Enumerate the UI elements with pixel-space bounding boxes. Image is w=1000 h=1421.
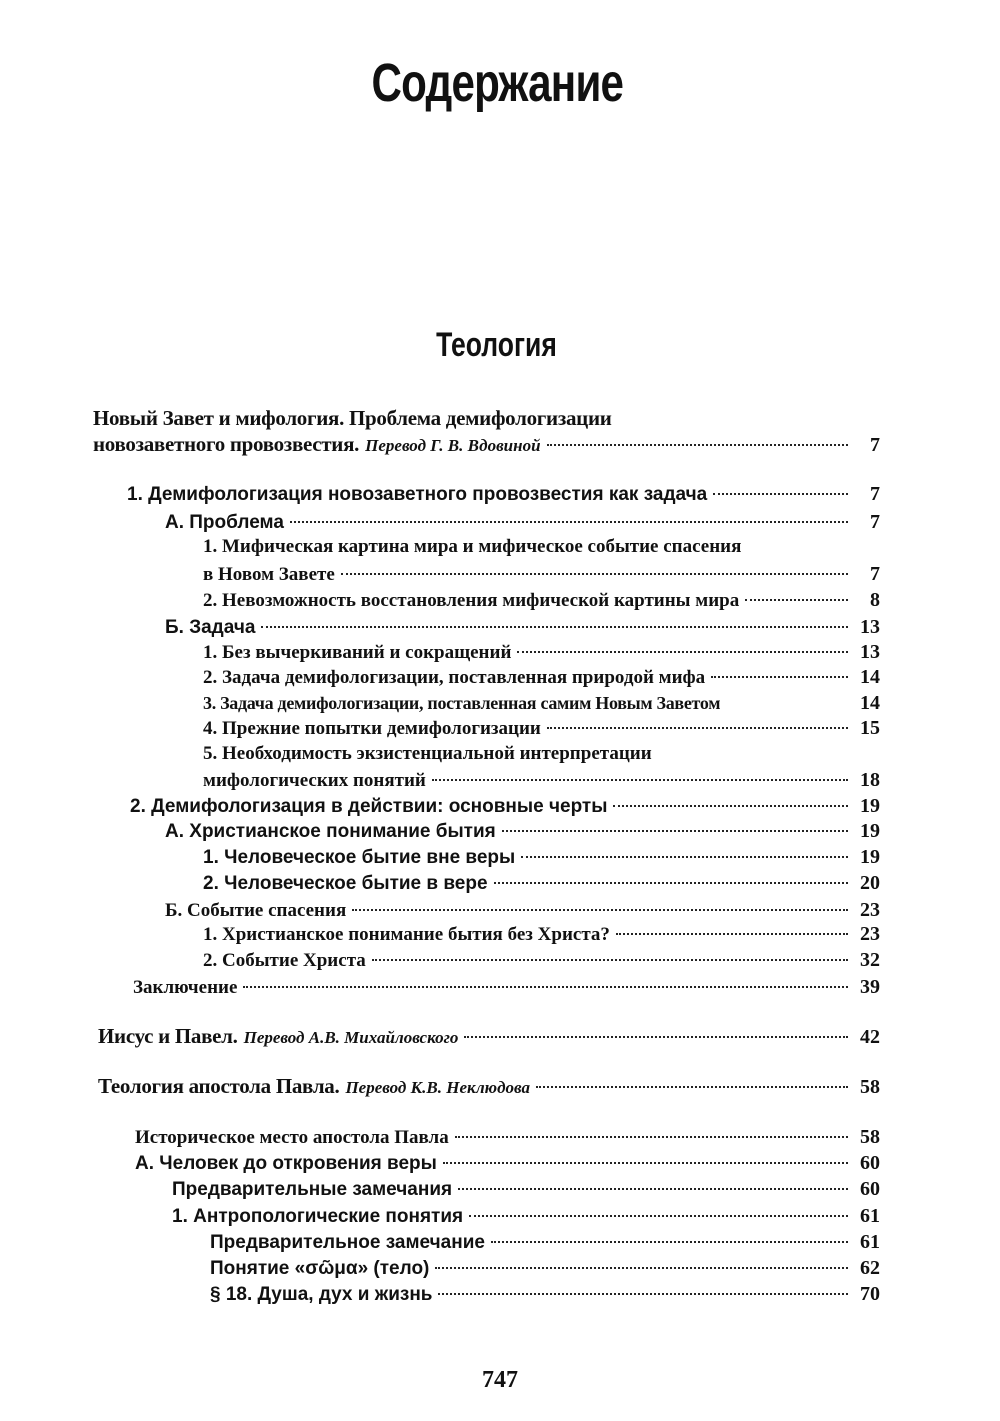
toc-entry-page: 42	[860, 1026, 880, 1048]
toc-entry	[165, 897, 880, 923]
toc-entry-page: 19	[860, 820, 880, 842]
toc-entry-page: 14	[860, 692, 880, 714]
toc-entry-title: Б. Событие спасения	[165, 900, 347, 921]
toc-entry	[203, 690, 880, 716]
toc-entry	[135, 1150, 880, 1176]
toc-entry-page: 15	[860, 717, 880, 739]
toc-entry-page: 60	[860, 1152, 880, 1174]
toc-entry-title: 1. Антропологические понятия	[172, 1206, 464, 1227]
toc-entry	[203, 639, 880, 665]
toc-entry	[203, 534, 880, 560]
toc-entry-page: 14	[860, 666, 880, 688]
toc-entry-title: Новый Завет и мифология. Проблема демифологизации	[93, 406, 612, 430]
toc-entry-page: 19	[860, 846, 880, 868]
toc-entry	[133, 974, 880, 1000]
toc-entry-title: 1. Человеческое бытие вне веры	[203, 847, 516, 868]
toc-entry	[203, 741, 880, 767]
dot-leader	[469, 1215, 848, 1217]
dot-leader	[458, 1188, 848, 1190]
toc-entry-page: 7	[870, 563, 880, 585]
toc-entry-page: 7	[870, 511, 880, 533]
toc-entry	[203, 561, 880, 587]
dot-leader	[547, 444, 848, 446]
toc-entry-page: 13	[860, 641, 880, 663]
toc-entry-title: А. Проблема	[165, 512, 284, 533]
toc-entry-title: новозаветного провозвестия.	[93, 432, 360, 456]
toc-entry	[203, 767, 880, 793]
toc-entry-title: Историческое место апостола Павла	[135, 1127, 449, 1148]
toc-entry-page: 32	[860, 949, 880, 971]
section-title: Теология	[436, 326, 557, 364]
toc-entry-title: Заключение	[133, 977, 238, 998]
toc-entry-title: 5. Необходимость экзистенциальной интерпретации	[203, 743, 652, 764]
toc-entry-title: Б. Задача	[165, 617, 256, 638]
dot-leader	[517, 651, 848, 653]
toc-entry	[203, 921, 880, 947]
toc-entry-page: 7	[870, 483, 880, 505]
toc-entry-title: 1. Без вычеркиваний и сокращений	[203, 642, 512, 663]
toc-entry-page: 58	[860, 1076, 880, 1098]
dot-leader	[521, 856, 848, 858]
toc-entry-title: А. Человек до откровения веры	[135, 1153, 437, 1174]
toc-entry-title: Иисус и Павел.	[98, 1024, 238, 1048]
dot-leader	[491, 1241, 848, 1243]
toc-entry-title: 2. Задача демифологизации, поставленная природой мифа	[203, 667, 706, 688]
toc-entry	[127, 481, 880, 507]
dot-leader	[443, 1162, 848, 1164]
toc-entry-title: 2. Событие Христа	[203, 950, 366, 971]
toc-entry-title: Теология апостола Павла.	[98, 1074, 340, 1098]
toc-entry-page: 13	[860, 616, 880, 638]
toc-entry-title: А. Христианское понимание бытия	[165, 821, 496, 842]
toc-entry	[210, 1281, 880, 1307]
toc-entry	[135, 1124, 880, 1150]
dot-leader	[464, 1036, 848, 1038]
toc-entry-title: 1. Мифическая картина мира и мифическое событие спасения	[203, 536, 742, 557]
toc-entry	[93, 431, 880, 457]
toc-entry-title: 1. Христианское понимание бытия без Христа?	[203, 924, 610, 945]
toc-entry-translator: Перевод А.В. Михайловского	[243, 1028, 459, 1047]
dot-leader	[438, 1293, 848, 1295]
toc-entry-title: 2. Демифологизация в действии: основные черты	[130, 796, 608, 817]
toc-entry-title: 1. Демифологизация новозаветного провозвестия как задача	[127, 484, 708, 505]
toc-entry-page: 39	[860, 976, 880, 998]
toc-entry-title: § 18. Душа, дух и жизнь	[210, 1284, 433, 1305]
toc-entry-page: 62	[860, 1257, 880, 1279]
dot-leader	[432, 779, 848, 781]
toc-entry-title: в Новом Завете	[203, 564, 335, 585]
toc-entry	[98, 1023, 880, 1049]
toc-entry-title: 3. Задача демифологизации, поставленная самим Новым Заветом	[203, 693, 721, 713]
toc-entry	[210, 1229, 880, 1255]
toc-entry-title: 2. Человеческое бытие в вере	[203, 873, 488, 894]
toc-entry	[203, 715, 880, 741]
toc-entry-page: 70	[860, 1283, 880, 1305]
toc-entry	[172, 1176, 880, 1202]
toc-entry-page: 23	[860, 899, 880, 921]
dot-leader	[536, 1086, 848, 1088]
dot-leader	[290, 521, 848, 523]
dot-leader	[722, 702, 852, 704]
toc-entry	[165, 818, 880, 844]
toc-entry	[130, 793, 880, 819]
toc-entry	[93, 405, 883, 431]
toc-entry-title: 4. Прежние попытки демифологизации	[203, 718, 541, 739]
toc-entry	[203, 844, 880, 870]
toc-entry-page: 20	[860, 872, 880, 894]
dot-leader	[455, 1136, 848, 1138]
page-number: 747	[482, 1367, 518, 1393]
toc-entry	[203, 870, 880, 896]
toc-entry	[203, 664, 880, 690]
toc-entry-page: 8	[870, 589, 880, 611]
dot-leader	[352, 909, 848, 911]
toc-entry-page: 58	[860, 1126, 880, 1148]
toc-entry-page: 60	[860, 1178, 880, 1200]
toc-entry-translator: Перевод Г. В. Вдовиной	[365, 436, 541, 455]
toc-entry-title: Предварительные замечания	[172, 1179, 453, 1200]
toc-entry-page: 19	[860, 795, 880, 817]
toc-entry-translator: Перевод К.В. Неклюдова	[345, 1078, 530, 1097]
toc-entry-title: мифологических понятий	[203, 770, 426, 791]
toc-entry-page: 7	[870, 434, 880, 456]
dot-leader	[261, 626, 848, 628]
toc-entry-title: 2. Невозможность восстановления мифической картины мира	[203, 590, 740, 611]
toc-entry-page: 18	[860, 769, 880, 791]
dot-leader	[547, 727, 848, 729]
toc-entry-page: 61	[860, 1205, 880, 1227]
toc-entry	[172, 1203, 880, 1229]
toc-entry	[210, 1255, 880, 1281]
toc-entry	[165, 614, 880, 640]
toc-entry-page: 61	[860, 1231, 880, 1253]
toc-entry	[98, 1073, 880, 1099]
toc-entry	[203, 947, 880, 973]
dot-leader	[616, 933, 848, 935]
dot-leader	[745, 599, 848, 601]
page-title: Содержание	[371, 53, 624, 113]
toc-entry-title: Предварительное замечание	[210, 1232, 485, 1253]
toc-entry	[165, 509, 880, 535]
dot-leader	[435, 1267, 848, 1269]
toc-entry-page: 23	[860, 923, 880, 945]
dot-leader	[713, 493, 848, 495]
dot-leader	[341, 573, 848, 575]
dot-leader	[711, 676, 848, 678]
dot-leader	[613, 805, 848, 807]
toc-entry	[203, 587, 880, 613]
dot-leader	[372, 959, 848, 961]
dot-leader	[243, 986, 848, 988]
toc-entry-title: Понятие «σῶμα» (тело)	[210, 1258, 430, 1279]
dot-leader	[494, 882, 848, 884]
dot-leader	[502, 830, 848, 832]
